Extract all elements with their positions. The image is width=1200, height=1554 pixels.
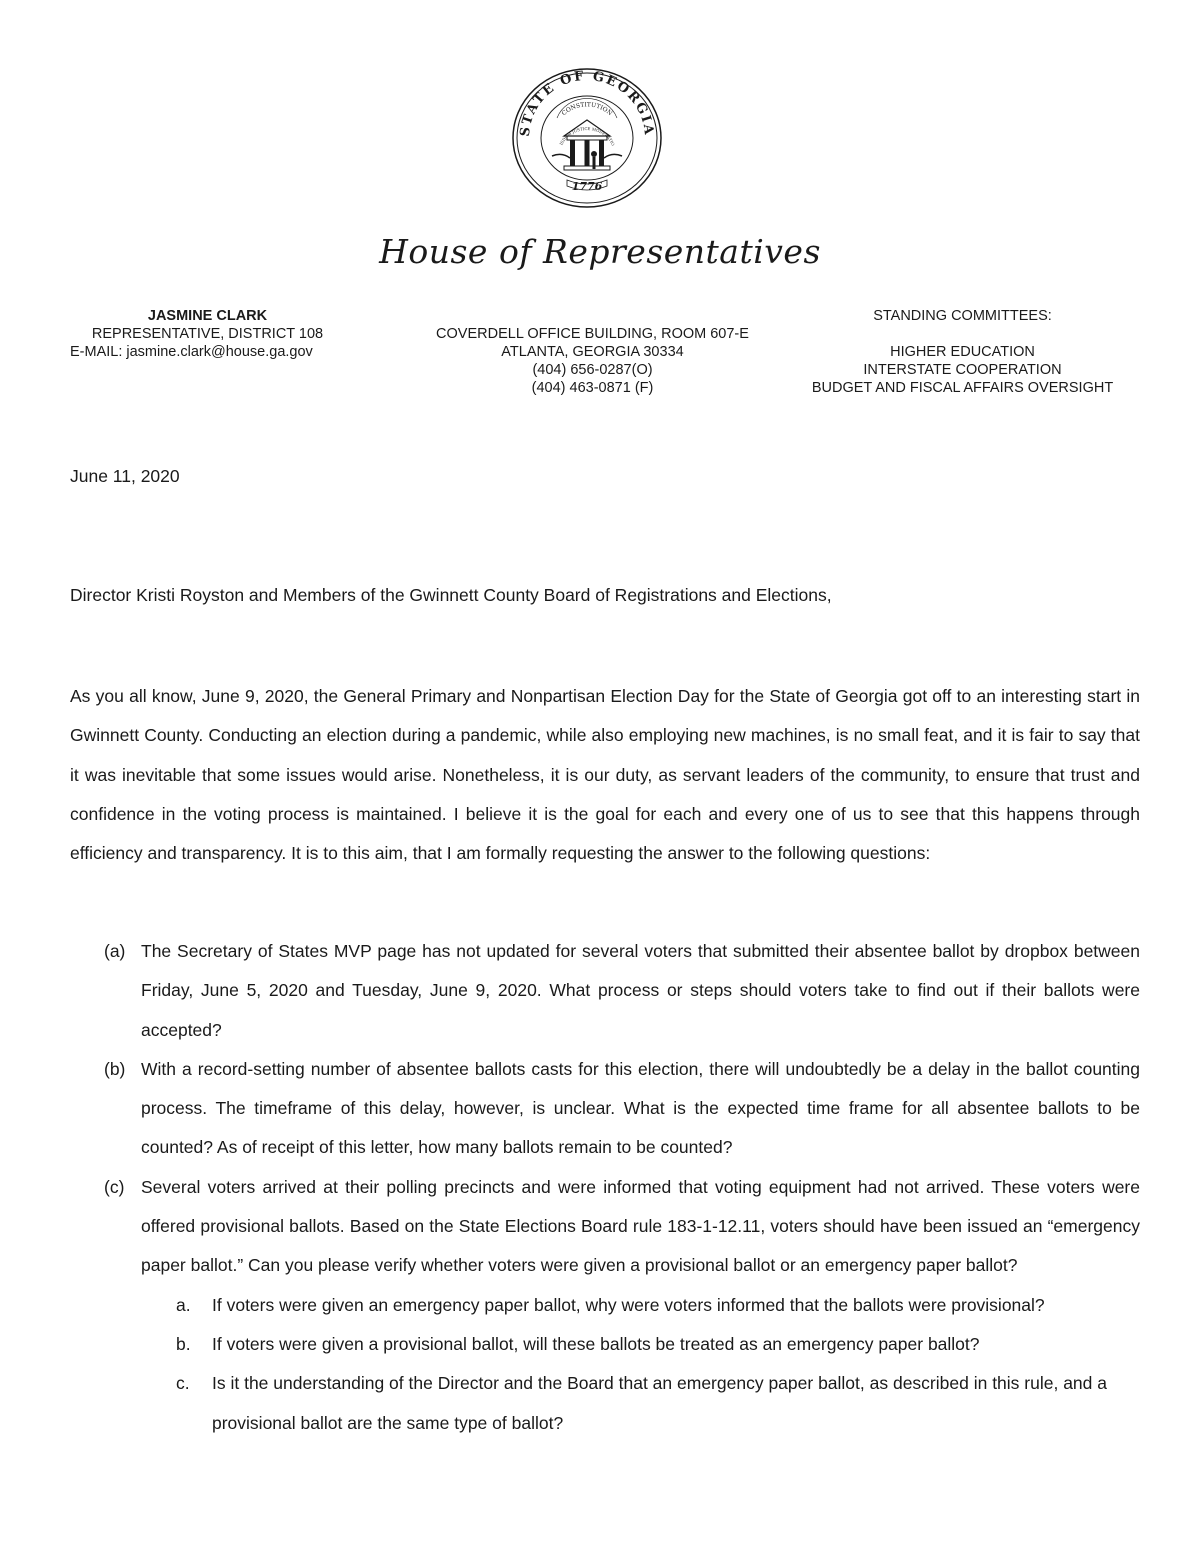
chamber-title: House of Representatives: [379, 232, 821, 271]
office-city: ATLANTA, GEORGIA 30334: [501, 344, 684, 360]
office-phone: (404) 656-0287(O): [532, 362, 653, 378]
office-fax: (404) 463-0871 (F): [531, 380, 654, 396]
representative-name: JASMINE CLARK: [147, 308, 268, 324]
committees-heading: STANDING COMMITTEES:: [873, 308, 1052, 324]
sub-question-text: If voters were given an emergency paper ballot, why were voters informed that the ballots were provisional?: [212, 1294, 1045, 1315]
question-text: The Secretary of States MVP page has not updated for several voters that submitted their absentee ballot by dropbox between Friday, June 5, 2020 and Tuesday, June 9, 2020. What process or steps should voters take to find out if their ballots were accepted?: [141, 941, 1140, 1040]
sub-questions-list: [141, 1286, 1140, 1443]
representative-email: E-MAIL: jasmine.clark@house.ga.gov: [70, 344, 313, 360]
svg-text:WISDOM JUSTICE MODERATION: ISDOM JUSTICE MODERATIO: [558, 126, 616, 147]
sub-question-item: [141, 1286, 1140, 1325]
committee-item: HIGHER EDUCATION: [890, 344, 1035, 360]
question-item: [70, 1050, 1140, 1168]
question-item: [70, 1168, 1140, 1443]
sub-question-marker: a.: [176, 1294, 191, 1315]
representative-title: REPRESENTATIVE, DISTRICT 108: [91, 326, 324, 342]
salutation: Director Kristi Royston and Members of the Gwinnett County Board of Registrations and Elections,: [70, 585, 832, 605]
committees-block: [790, 307, 1135, 397]
letter-date: June 11, 2020: [70, 466, 180, 486]
questions-list: [70, 932, 1140, 1443]
sub-question-marker: c.: [176, 1373, 190, 1394]
sub-question-text: If voters were given a provisional ballot, will these ballots be treated as an emergency paper ballot?: [212, 1333, 980, 1354]
sub-question-item: [141, 1364, 1140, 1443]
sub-question-text: Is it the understanding of the Director and the Board that an emergency paper ballot, as described in this rule, and a provisional ballot are the same type of ballot?: [212, 1373, 1107, 1433]
svg-text:1776: 1776: [571, 180, 603, 193]
question-marker: (b): [104, 1058, 126, 1079]
svg-text:CONSTITUTION: CONSTITUTION: [560, 101, 614, 118]
question-text: With a record-setting number of absentee ballots casts for this election, there will undoubtedly be a delay in the ballot counting process. The timeframe of this delay, however, is unclear. What is the expected time frame for all absentee ballots to be counted? As of receipt of this letter, how many ballots remain to be counted?: [141, 1058, 1140, 1158]
sub-question-marker: b.: [176, 1333, 191, 1354]
sub-question-item: [141, 1325, 1140, 1364]
representative-block: [70, 307, 345, 361]
question-text: Several voters arrived at their polling precincts and were informed that voting equipment had not arrived. These voters were offered provisional ballots. Based on the State Elections Board rule 183-1-12.11, voters should have been issued an “emergency paper ballot.” Can you please verify whether voters were given a provisional ballot or an emergency paper ballot?: [141, 1176, 1140, 1276]
committee-item: INTERSTATE COOPERATION: [863, 362, 1062, 378]
svg-text:STATE OF GEORGIA: STATE OF GEORGIA: [517, 68, 657, 138]
intro-paragraph: As you all know, June 9, 2020, the General Primary and Nonpartisan Election Day for the State of Georgia got off to an interesting start in Gwinnett County. Conducting an election during a pandemic, while also employing new machines, is no small feat, and it is fair to say that it was inevitable that some issues would arise. Nonetheless, it is our duty, as servant leaders of the community, to ensure that trust and confidence in the voting process is maintained. I believe it is the goal for each and every one of us to see that this happens through efficiency and transparency. It is to this aim, that I am formally requesting the answer to the following questions:: [70, 686, 1140, 864]
question-item: [70, 932, 1140, 1050]
office-address-block: [410, 325, 775, 397]
georgia-state-seal-icon: [512, 68, 662, 208]
committee-item: BUDGET AND FISCAL AFFAIRS OVERSIGHT: [811, 380, 1114, 396]
question-marker: (a): [104, 941, 126, 961]
question-marker: (c): [104, 1176, 125, 1197]
office-building: COVERDELL OFFICE BUILDING, ROOM 607-E: [436, 326, 749, 342]
